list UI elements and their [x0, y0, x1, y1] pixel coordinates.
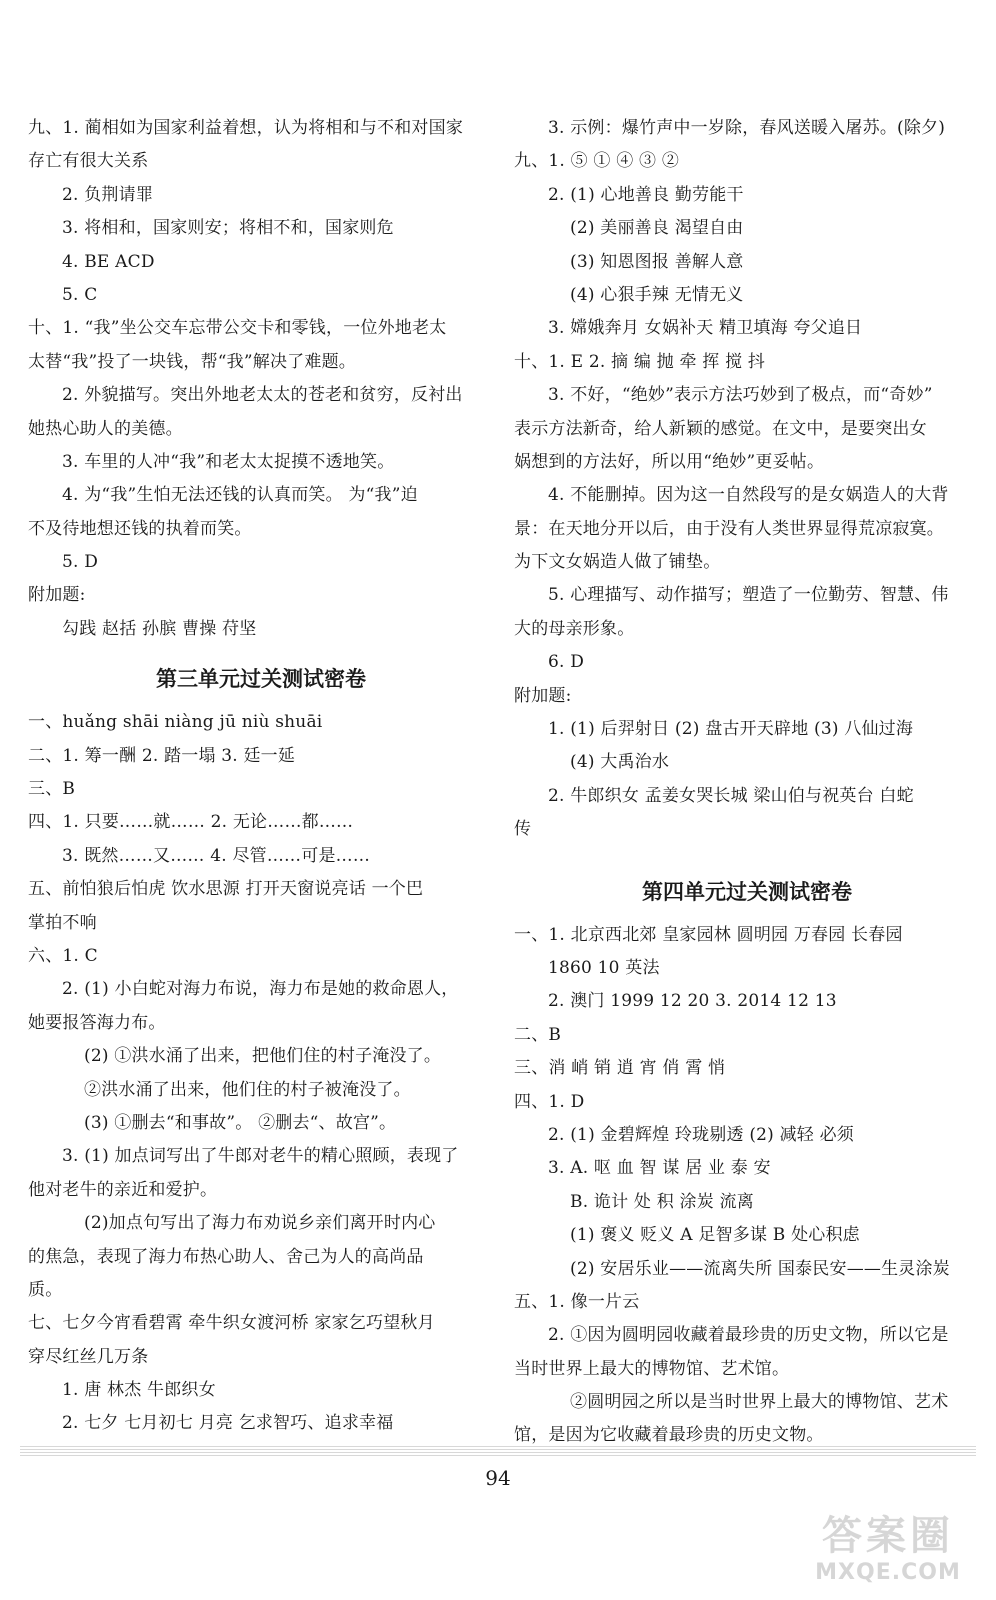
answer-line: 九、1. ⑤ ① ④ ③ ②	[514, 151, 680, 172]
answer-line: 传	[514, 819, 532, 840]
answer-line: 他对老牛的亲近和爱护。	[28, 1179, 218, 1200]
answer-line: (3) 知恩图报 善解人意	[570, 251, 744, 272]
answer-line: 2. (1) 金碧辉煌 玲珑剔透 (2) 减轻 必须	[548, 1124, 855, 1145]
section-title: 第四单元过关测试密卷	[642, 879, 852, 904]
answer-line: 掌拍不响	[28, 912, 97, 933]
answer-line: 十、1. “我”坐公交车忘带公交卡和零钱，一位外地老太	[28, 318, 447, 339]
answer-line: 娲想到的方法好，所以用“绝妙”更妥帖。	[514, 451, 825, 472]
answer-line: 七、七夕今宵看碧霄 牵牛织女渡河桥 家家乞巧望秋月	[28, 1313, 435, 1334]
footer-rule	[20, 1446, 976, 1456]
answer-line: 3. (1) 加点词写出了牛郎对老牛的精心照顾，表现了	[62, 1146, 459, 1167]
answer-line: 3. 嫦娥奔月 女娲补天 精卫填海 夸父追日	[548, 318, 863, 339]
answer-line: 3. 车里的人冲“我”和老太太捉摸不透地笑。	[62, 451, 395, 472]
answer-line: 2. 负荆请罪	[62, 184, 154, 205]
answer-line: 存亡有很大关系	[28, 151, 149, 172]
answer-line: 馆，是因为它收藏着最珍贵的历史文物。	[514, 1425, 824, 1446]
answer-line: 为下文女娲造人做了铺垫。	[514, 552, 721, 573]
left-column	[28, 112, 494, 1441]
answer-line: 5. C	[62, 284, 98, 305]
answer-line: 3. A. 呕 血 智 谋 居 业 泰 安	[548, 1158, 771, 1179]
answer-line: 3. 不好，“绝妙”表示方法巧妙到了极点，而“奇妙”	[548, 385, 933, 406]
answer-line: 景：在天地分开以后，由于没有人类世界显得荒凉寂寞。	[514, 518, 944, 539]
answer-line: 她热心助人的美德。	[28, 418, 183, 439]
answer-line: 五、1. 像一片云	[514, 1291, 640, 1312]
answer-line: 6. D	[548, 652, 585, 673]
answer-line: 她要报答海力布。	[28, 1012, 166, 1033]
answer-line: 一、huǎng shāi niàng jū niù shuāi	[28, 712, 323, 733]
answer-line: 5. 心理描写、动作描写；塑造了一位勤劳、智慧、伟	[548, 585, 949, 606]
answer-line: 表示方法新奇，给人新颖的感觉。在文中，是要突出女	[514, 418, 927, 439]
answer-line: 二、1. 筹一酬 2. 踏一塌 3. 廷一延	[28, 745, 296, 766]
answer-line: 2. 牛郎织女 孟姜女哭长城 梁山伯与祝英台 白蛇	[548, 785, 914, 806]
answer-line: 二、B	[514, 1024, 562, 1045]
answer-line: (2) 安居乐业——流离失所 国泰民安——生灵涂炭	[570, 1258, 950, 1279]
answer-line: 4. BE ACD	[62, 251, 155, 272]
answer-line: 四、1. 只要……就…… 2. 无论……都……	[28, 812, 354, 833]
answer-line: 太替“我”投了一块钱，帮“我”解决了难题。	[28, 351, 356, 372]
page-number: 94	[485, 1466, 511, 1490]
answer-line: 十、1. E 2. 摘 编 抛 牵 挥 搅 抖	[514, 351, 766, 372]
answer-line: 质。	[28, 1279, 63, 1300]
answer-line: (3) ①删去“和事故”。 ②删去“、故宫”。	[84, 1112, 397, 1133]
answer-line: 3. 示例：爆竹声中一岁除，春风送暖入屠苏。(除夕)	[548, 118, 946, 138]
right-column	[514, 112, 980, 1453]
spacer	[514, 847, 980, 859]
answer-line: 2. ①因为圆明园收藏着最珍贵的历史文物，所以它是	[548, 1325, 949, 1346]
answer-line: 2. (1) 心地善良 勤劳能干	[548, 184, 744, 205]
watermark-logo-text: 答案圈	[822, 1513, 954, 1559]
answer-line: (4) 大禹治水	[570, 752, 670, 773]
answer-line: 1. 唐 林杰 牛郎织女	[62, 1380, 216, 1401]
answer-line: 2. 澳门 1999 12 20 3. 2014 12 13	[548, 991, 837, 1012]
answer-line: 不及待地想还钱的执着而笑。	[28, 518, 252, 539]
answer-line: 附加题:	[28, 585, 86, 606]
answer-line: 一、1. 北京西北郊 皇家园林 圆明园 万春园 长春园	[514, 924, 903, 945]
answer-line: 2. (1) 小白蛇对海力布说，海力布是她的救命恩人，	[62, 979, 459, 1000]
answer-line: 穿尽红丝几万条	[28, 1346, 149, 1367]
answer-line: 1. (1) 后羿射日 (2) 盘古开天辟地 (3) 八仙过海	[548, 719, 914, 740]
answer-line: 九、1. 蔺相如为国家利益着想，认为将相和与不和对国家	[28, 118, 464, 138]
answer-line: 四、1. D	[514, 1091, 585, 1112]
section-title: 第三单元过关测试密卷	[156, 667, 366, 692]
answer-line: (1) 褒义 贬义 A 足智多谋 B 处心积虑	[570, 1225, 860, 1246]
answer-line: 勾践 赵括 孙膑 曹操 苻坚	[62, 618, 257, 639]
answer-line: 4. 不能删掉。因为这一自然段写的是女娲造人的大背	[548, 485, 949, 506]
answer-line: (4) 心狠手辣 无情无义	[570, 284, 744, 305]
watermark-logo	[798, 1512, 978, 1592]
answer-line: 当时世界上最大的博物馆、艺术馆。	[514, 1358, 790, 1379]
answer-line: 的焦急，表现了海力布热心助人、舍己为人的高尚品	[28, 1246, 424, 1267]
answer-line: 附加题:	[514, 685, 572, 706]
answer-line: 2. 七夕 七月初七 月亮 乞求智巧、追求幸福	[62, 1413, 394, 1434]
answer-line: 三、B	[28, 779, 76, 800]
answer-line: (2) 美丽善良 渴望自由	[570, 218, 744, 239]
answer-line: 3. 将相和，国家则安；将相不和，国家则危	[62, 218, 394, 239]
answer-line: ②洪水涌了出来，他们住的村子被淹没了。	[84, 1079, 411, 1100]
answer-line: 五、前怕狼后怕虎 饮水思源 打开天窗说亮话 一个巴	[28, 879, 424, 900]
answer-line: 大的母亲形象。	[514, 618, 635, 639]
answer-line: 2. 外貌描写。突出外地老太太的苍老和贫穷，反衬出	[62, 385, 463, 406]
watermark-url: MXQE.COM	[815, 1560, 961, 1585]
answer-line: 六、1. C	[28, 945, 98, 966]
answer-line: 4. 为“我”生怕无法还钱的认真而笑。 为“我”迫	[62, 485, 418, 506]
answer-line: 1860 10 英法	[548, 957, 660, 978]
answer-line: (2) ①洪水涌了出来，把他们住的村子淹没了。	[84, 1046, 442, 1067]
answer-line: 三、消 峭 销 逍 宵 俏 霄 悄	[514, 1058, 726, 1079]
answer-line: 5. D	[62, 552, 99, 573]
answer-line: B. 诡计 处 积 涂炭 流离	[570, 1191, 754, 1212]
answer-line: (2)加点句写出了海力布劝说乡亲们离开时内心	[84, 1213, 436, 1234]
answer-line: ②圆明园之所以是当时世界上最大的博物馆、艺术	[570, 1392, 949, 1413]
answer-line: 3. 既然……又…… 4. 尽管……可是……	[62, 845, 371, 866]
